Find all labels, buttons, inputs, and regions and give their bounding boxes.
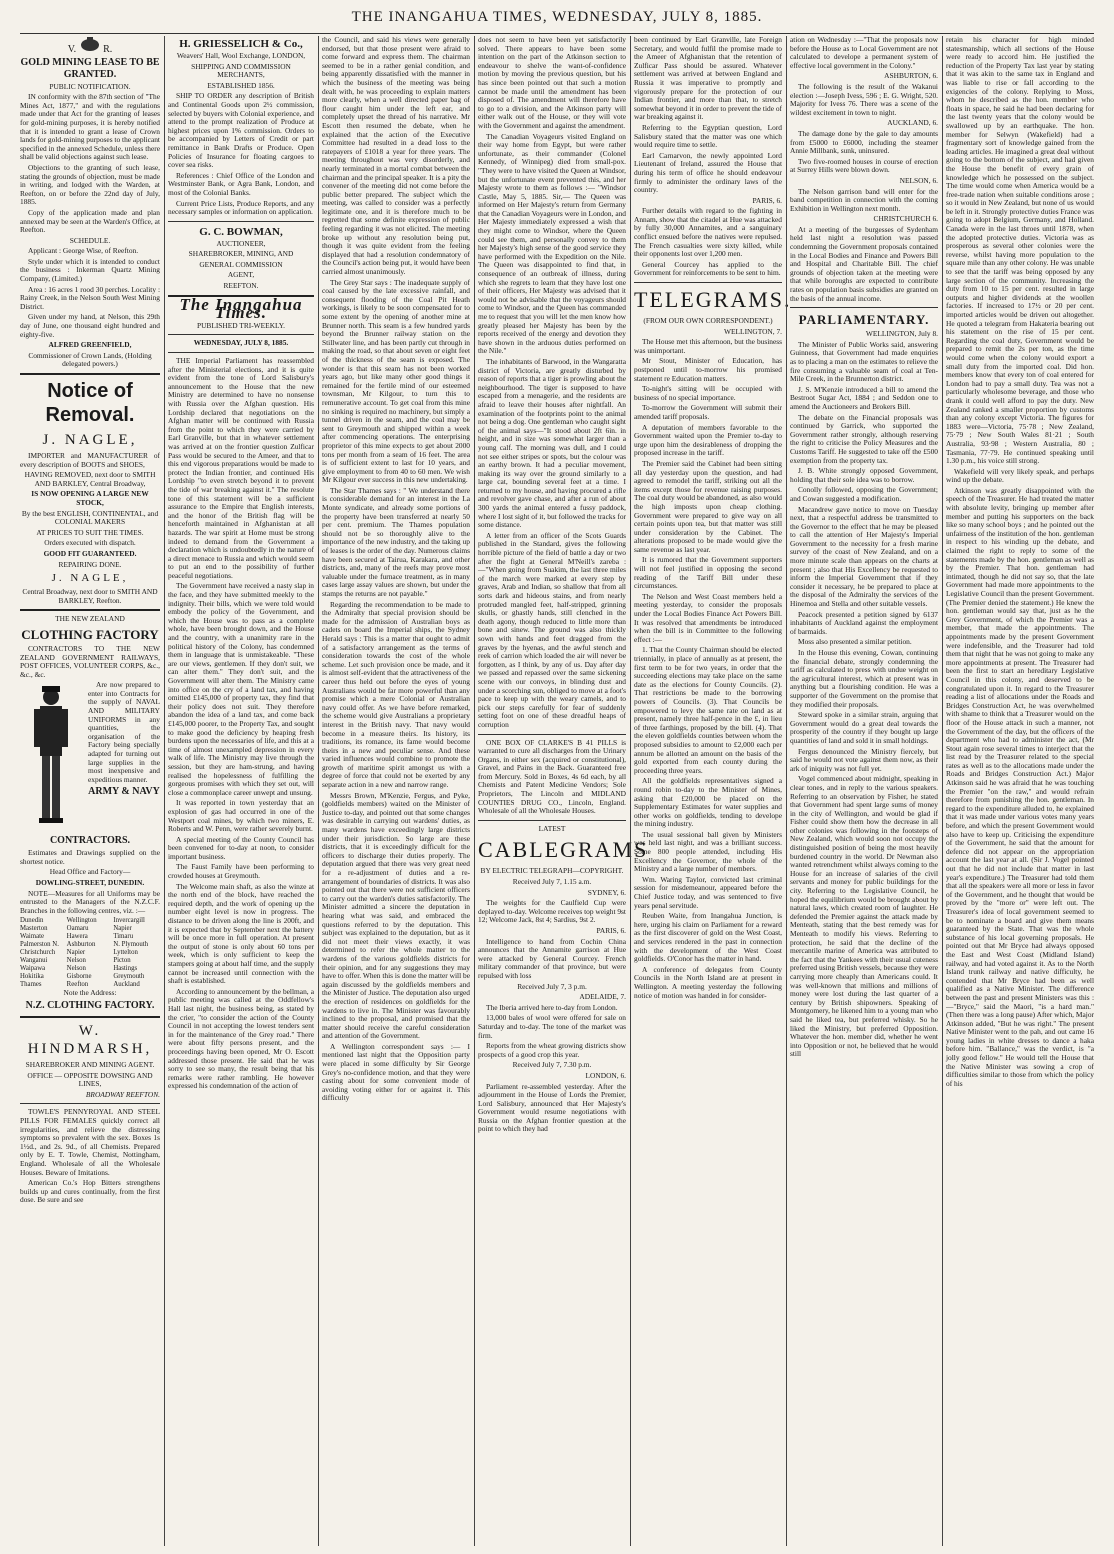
tel-d18: Reuben Waite, from Inangahua Junction, is here, urging his claim on Parliament for a reward as the first discoverer of gold on the West Coast, and services rendered in the past in connection with the development of the West Coast goldfields. O'Conor has the matter in hand. [634, 911, 782, 964]
lease-p3: Copy of the application made and plan annexed may be seen at the Warden's Office, at Reefton. [20, 207, 160, 235]
own-correspondent: (FROM OUR OWN CORRESPONDENT.) [643, 316, 773, 326]
army-navy: ARMY & NAVY CONTRACTORS. [49, 786, 160, 847]
removal-heading: Notice of Removal. [45, 380, 135, 426]
signer: ALFRED GREENFIELD, [48, 340, 132, 350]
town-item: Masterton [20, 925, 48, 933]
article-f6: At a meeting of the burgesses of Sydenham held last night a resolution was passed condemning the Government proposals contained in the Local Bodies and Finance and Powers Bill and Hospital and Charitable Bill. The chief grounds of objection taken at the meeting were that while boroughs are expected to contribute rates on population basis subsidies are granted on the basis of the annual income. [790, 224, 938, 303]
article-g3: Atkinson was greatly disappointed with the speech of the Treasurer. He had treated the matter with absolute levity, bringing up member after member and putting his supporters on the back like so many school boys ; and he pointed out the unfairness of the institution of the hon. gentleman in respect to his winding up the debate, and claimed the right to reply to some of the statements made by the hon. gentleman as well as by the Premier. That hon. gentleman had intimated, though he did not say so, that the late Government had made more appointments to the Legislative Council than the present Government. (The Premier denied the statement.) He knew the hon. gentleman would say that, just as he the Grey Government, of which the Premier was a member, that made the appointments. The appointments made by the present Government were indefensible, and the Treasurer had told them that night that he was not going to make any more appointments at present. The Treasurer had been the first to start an hereditary Legislative Council in this colony, and deserved to be congratulated upon it. In regard to the Treasurer reading a list of allocations under the Roads and Bridges Construction Act, he was overwhelmed with shame to think that a Treasurer would on the floor of the House attack in such a manner, not the Government of the day, but the officers of the department who had to administer the act, (Mr Stout again rose several times to interject that the list read by the Treasurer related to the special rates as well as to the allocations made under the Roads and Bridges Construction Act.) Major Atkinson said he was afraid that he was touching the Premier "on the raw," and would refrain therefore from punishing the hon. gentleman. In regard to the expenditure alluded to, he explained that it was made under various votes many years before, and which the present Government would also have to keep up. Criticising the expenditure of the Government, he said that the amount for defence did not appear on the appropriation account the last year at all. (Sir J. Vogel pointed out that he did not include that matter in last year's expenditure.) The Treasurer had told them that all the speakers were all more or less in favor of the Government, and he thought that would be proved by the "more or" were left out. The Treasurer's idea of local government seemed to be to nominate a board and give them means guaranteed by the State. That was the whole substance of his local governing proposals. He pointed out that Mr Bryce had always opposed the East and West Coast (Midland Island) railway, and had voted against it. As to the North Island trunk railway and native difficulty, he contended that Mr Bryce had been as well qualified as a Native Minister. The difference between the past and present Ministers was this :—"Bryce," said the Maori, "is a hard man." (Then there was a long pause) After which, Major Atkinson added, "But he was right." The present Native Minister went to the pah, and out came 16 young ladies in white dresses to dance a haka before him. "Ballance," was the verdict, is "a jolly good fellow." He would tell the House that the Native Minister was sowing a crop of difficulties similar to those from which the policy of his [946, 485, 1094, 1088]
given: Given under my hand, at Nelson, this 29th day of June, one thousand eight hundred and eighty-five. [20, 312, 160, 339]
published: PUBLISHED TRI-WEEKLY. [196, 320, 286, 330]
clothing-heading: CLOTHING FACTORY [21, 626, 159, 642]
article-b2: The Canadian Voyageurs visited England on their way home from Egypt, but were rather unfortunate, as their commander (Colonel Kennedy, of Winnipeg) died from small-pox. "They were to have visited the Queen at Windsor, but the unfortunate event prevented this, and her Majesty wrote to them as follows :— "Windsor Castle, May 5, 1885. Sir,— The Queen was informed on Her Majesty's return from Germany that the Canadian Voyageurs were in London, and Her Majesty immediately expressed a wish that they might come to Windsor, where the Queen could see them, and personally convey to them her Majesty's high sense of the good service they have performed with the Expedition on the Nile. The Queen was disappointed to find that, in consequence of an outbreak of illness, during which she regrets to learn that they have lost one of their officers, Her Majesty was advised that it would not be advisable that the voyageurs should come to Windsor, and the Queen has commanded me to request that you will let the men know how greatly pleased her Majesty has been by the reports received of the energy and devotion they have shown in the arduous duties performed on the Nile." [478, 131, 626, 356]
editorial-5: The Faust Family have been performing to crowded houses at Greymouth. [168, 862, 314, 881]
sydney: SYDNEY, 6. [587, 887, 626, 897]
received-2: Received July 7, 3 p.m. [517, 981, 587, 991]
ashburton: ASHBURTON, 6. [884, 71, 938, 81]
tel-d6: The House met this afternoon, but the business was unimportant. [634, 337, 782, 355]
cable-c2: Intelligence to hand from Cochin China announces that the Annamite garrison at Hue were attacked by General Courcey. French military commander of that province, but were repulsed with loss [478, 936, 626, 980]
cable-c5: Reports from the wheat growing districts show prospects of a good crop this year. [478, 1041, 626, 1059]
nz-heading: THE NEW ZEALAND [55, 614, 125, 624]
column-rule [318, 36, 319, 1546]
weavers-hall: Weavers' Hall, Wool Exchange, LONDON, [176, 51, 306, 60]
column-rule [942, 36, 943, 1546]
article-f8: J. S. M'Kenzie introduced a bill to amend the Bestroot Sugar Act, 1884 ; and Seddon one to amend the Auctioneers and Brokers Bill. [790, 384, 938, 411]
tel-d7: Mr Stout, Minister of Education, has postponed until to-morrow his promised statement re Education matters. [634, 356, 782, 383]
town-item: Lyttelton [113, 949, 138, 957]
article-f5: The Nelson garrison band will enter for the band competition in connection with the coming Exhibition in Wellington next month. [790, 186, 938, 213]
editorial-7: According to announcement by the bellman, a public meeting was called at the Oddfellow's Hall last night, the business being, as stated by the crier, "to consider the action of the County Council in not accepting the lowest tenders sent in for the maintenance of the Grey road." There were about fifty persons present, and the proceedings having been opened, Mr O. Escott addressed those present. He said that he was sorry to see so many, the result being that his remarks were rather rambling. He however expressed his condemnation of the action of [168, 986, 314, 1091]
town-item: Wanganui [20, 957, 48, 965]
article-f4: Two five-roomed houses in course of erection at Surrey Hills were blown down. [790, 156, 938, 175]
soldier-figure-icon [20, 683, 82, 833]
wellington-8: WELLINGTON, July 8. [865, 329, 938, 339]
town-item: Reefton [66, 981, 89, 989]
lease-p1: IN conformity with the 87th section of "The Mines Act, 1877," and with the regulations made under that Act for the granting of leases for gold-mining purposes, it is hereby notified that it is intended to grant a lease of Crown lands for gold-mining purposes to the applicant specified in the annexed Schedule, unless there shall be valid objections against such lease. [20, 92, 160, 162]
town-list [20, 917, 160, 989]
parliamentary-heading: PARLIAMENTARY. [798, 312, 930, 328]
tel-d17: Wm. Waring Taylor, convicted last criminal session for misdemeanour, appeared before the Chief Justice today, and was sentenced to five years penal servitude. [634, 874, 782, 910]
town-item: Dunedin [20, 917, 44, 925]
editorial-1: THE Imperial Parliament has reassembled after the Ministerial elections, and it is quite evident from the tone of Lord Salisbury's announcement to the House that the new Ministry are determined to have no nonsense with Russia over the Afghan question. His Lordship declared that negotiations on the Afghan matter will be continued with Russia from the point to which they were carried by Earl Granville, but that in whatever settlement was arrived at on the frontier question Zulficar Pass would be secured to the Ameer, and that to this end vigorous preparations would be made to protect the Indian frontier, and continued His Lordship "to even stretch beyond it to prevent the tide of war breaking against it." The resolute tone of this statement will be a sufficient assurance to the Empire that English interests, and the honor of the British flag will be henceforth maintained in Afghanistan at all hazards. The war spirit at Home must be strong indeed to demand from the Government a declaration which is undoubtedly in the nature of a direct menace to Russia and which would seem to put an end to the possibility of further peaceful negotiations. [168, 356, 314, 580]
having-removed: HAVING REMOVED, next door to SMITH AND BARKLEY, Central Broadway, [24, 470, 156, 488]
masthead [0, 0, 1114, 34]
column-rule [786, 36, 787, 1546]
town-item: N. Plymouth [113, 941, 149, 949]
town-item: Nelson [66, 957, 86, 965]
style: Style under which it is intended to conduct the business : Inkerman Quartz Mining Company, (Limited.) [20, 256, 160, 284]
tel-d8: To-night's sitting will be occupied with business of no special importance. [634, 384, 782, 402]
divider [168, 221, 314, 222]
tel-d19: A conference of delegates from County Councils in the North Island are at present in Wellington. A meeting yesterday the following notice of motion was handed in for consider- [634, 964, 782, 1000]
importer: IMPORTER and MANUFACTURER of every description of BOOTS and SHOES, [20, 451, 160, 469]
town-item: Timaru [113, 933, 134, 941]
branches-note: NOTE—Measures for all Uniforms may be entrusted to the Managers of the N.Z.C.F. Branches in the following centres, viz. :— [20, 888, 160, 915]
column-1 [20, 36, 160, 1546]
article-f15: In the House this evening, Cowan, continuing the financial debate, strongly condemning the tariff as calculated to press with undue weight on the agricultural interest, which at present was in anything but a flourishing condition. He was a supporter of the Government on the promise that they modified their proposals. [790, 648, 938, 709]
ship-to-order: SHIP TO ORDER any description of British and Continental Goods upon 2½ commission, selected by buyers with Colonial experience, and attend to the prompt realization of Produce at highest prices upon 1% commission. Orders to be accompanied by Letters of Credit or part remittance in Bank Drafts or Produce. Open Policies of Insurance for floating cargoes to cover sea risks. [168, 91, 314, 170]
royal-crest [20, 36, 160, 55]
wellington-7: WELLINGTON, 7. [724, 326, 782, 336]
tel-d11: The Premier said the Cabinet had been sitting all day yesterday upon the question, and had agreed to remodel the tariff, striking out all the items except those for revenue raising purposes. The coal duty would be abandoned, as also would the high imposts upon cheap clothing. Government were prepared to give way on all certain points upon tea, but that matter was still under consideration by the Cabinet. The alterations proposed to be made would give the same revenue as last year. [634, 458, 782, 554]
auckland: AUCKLAND, 6. [887, 118, 938, 128]
received-1: Received July 7, 1.15 a.m. [512, 877, 592, 887]
town-item: Wellington [66, 917, 97, 925]
clarke-pills-ad: ONE BOX OF CLARKE'S B 41 PILLS is warranted to cure all discharges from the Urinary Organs, in either sex (acquired or constitutional), Gravel, and Pains in the Back. Guaranteed free from Mercury. Sold in Boxes, 4s 6d each, by all Chemists and Patent Medicine Vendors; Sole Proprietors, The Lincoln and MIDLAND COUNTIES DRUG CO., Lincoln, England. Wholesale of all the Wholesale Houses. [478, 737, 626, 816]
divider [20, 1016, 160, 1018]
article-b3: The inhabitants of Barwood, in the Wangaratta district of Victoria, are greatly disturbed by reason of reports that a tiger is prowling about the neighbourhood. The tiger is supposed to have escaped from a menagerie, and the residents are afraid to leave their houses after nightfall. An examination of the footprints point to the animal not being a dog. One gentleman who caught sight of the animal says—"It stood about 2ft 6in. in height, and in size was somewhat larger than a young calf. The morning was dull, and I could not see either stripes or spots, but the colour was an earthy brown. It had a peculiar movement, making its way over the ground similarly to a large cat, bounding several feet at a time. I returned to my house, and having procured a rifle and revolver gave chase, and after a run of about 300 yards the animal entered a fussy paddock, where I lost sight of it, but followed the tracks for some distance. [478, 356, 626, 530]
article-a3: The Star Thames says : " We understand there is considerable demand for an interest in the La Monte syndicate, and already some portions of the property have been transferred at nearly 50 per cent. premium. The Thames population should not be so thoroughly alive to the importance of the new industry, and the taking up of leases is the order of the day. Numerous claims have been secured at Tairua, Karakara, and other districts, and, many of the reefs may prove most valuable under the furnace treatment, as in many cases large assay values are shown, but under the stamps the returns are not payable." [322, 485, 470, 598]
crest-left: V. [67, 44, 77, 55]
contractors: CONTRACTORS TO THE NEW ZEALAND GOVERNMENT RAILWAYS, POST OFFICES, VOLUNTEER CORPS, &c., &c., &c. [20, 643, 160, 679]
telegrams-heading: TELEGRAMS. [634, 287, 792, 313]
article-d5: General Courcey has applied to the Government for reinforcements to be sent to him. [634, 259, 782, 278]
lease-title: GOLD MINING LEASE TO BE GRANTED. [20, 56, 160, 80]
nagle-address: Central Broadway, next door to SMITH AND BARKLEY, Reefton. [22, 587, 158, 605]
hindmarsh-name: W. HINDMARSH, [27, 1023, 153, 1058]
column-2 [168, 36, 314, 1546]
article-f9: The debate on the Financial proposals was continued by Garrick, who supported the Government rather strongly, although reserving the right to criticise the Policy Measures and the Customs Tariff. He suggested to take off the £500 exemption from the property tax. [790, 412, 938, 465]
article-f14: Moss also presented a similar petition. [798, 637, 912, 647]
article-g2: Wakefield will very likely speak, and perhaps wind up the debate. [946, 466, 1094, 485]
griesselich-name: H. GRIESSELICH & Co., [179, 38, 303, 50]
divider [168, 352, 314, 353]
applicant: Applicant : George Wise, of Reefton. [28, 246, 139, 256]
divider [634, 282, 782, 283]
divider [790, 307, 938, 308]
towle-ad: TOWLE'S PENNYROYAL AND STEEL PILLS FOR FEMALES quickly correct all irregularities, and relieve the distressing symptoms so prevalent with the sex. Boxes 1s 1½d., and 2s. 9d., of all Chemists. Prepared only by E. T. Towle, Chemist, Nottingham, England. Wholesale of all the Wholesale Houses. Beware of Imitations. [20, 1107, 160, 1177]
town-item: Thames [20, 981, 42, 989]
references: References : Chief Office of the London and Westminster Bank, or Agra Bank, London, and most of the Colonial Banks. [168, 170, 314, 197]
cable-c1: The weights for the Caulfield Cup were deplayed to-day. Welcome receives top weight 9st 12; Welcome Jack, 8st 4; Sardius, 9st 2. [478, 898, 626, 925]
column-5 [634, 35, 792, 1546]
bowman-reefton: REEFTON. [223, 281, 259, 291]
article-f16: Steward spoke in a similar strain, arguing that Government would do a great deal towards the prosperity of the country if they bought up large quantities of land and sold it in small holdings. [790, 710, 938, 745]
column-4 [478, 35, 649, 1546]
town-item: Hawera [66, 933, 88, 941]
public-notification: PUBLIC NOTIFICATION. [49, 81, 131, 91]
divider [20, 373, 160, 375]
paris-2: PARIS, 6. [752, 195, 782, 205]
hop-bitters-ad: American Co.'s Hop Bitters strengthens builds up and cures continually, from the first dose. Be sure and see [20, 1178, 160, 1205]
town-item: Nelson [66, 965, 86, 973]
masthead-rule [20, 33, 1094, 34]
nagle-name-2: J. NAGLE, [51, 572, 129, 585]
article-f18: Vogel commenced about midnight, speaking in clear tones, and in reply to the various speakers. Referring to an observation by Fisher, he stated that Government had spent large sums of money in the city of Wellington, and would be glad if Fisher could show them how the decrease in all other colonies was following in the footsteps of New Zealand, which would soon not occupy the distinguished position of being the most heavily burdened country in the world. Dr Newman also wanted retrenchment whilst always coming to the House for an increase of salaries of the civil servants and money for public buildings for the city. Referring to the Legislative Council, he hoped the equilibrium would be brought about by natural laws, which created room of laughter. He defended the Premier against the attack made by Menteath, stating that the best remedy was for Menteath to modify his views. Referring to protection, he said that the decline of the mercantile marine of America was attributed to the fact that the Yankees with their usual cuteness preferred using British vessels, because they were carrying more cheaply than Americans could. It was well-known that millions and millions of money were lost during the last quarter of a century by British shipowners. Speaking of Montgomery, he likened him to a young man who said he liked tea, but preferred whisky. So he liked the Ministry, but preferred Opposition. Whatever the hon. member did, whether he went into Opposition or not, he believed that he would still [790, 774, 938, 1059]
tel-d13: The Nelson and West Coast members held a meeting yesterday, to consider the proposals under the Local Bodies Finance Act Powers Bill. It was resolved that amendments be introduced when the bill is in Committee to the following effect :— [634, 591, 782, 644]
town-item: Hastings [113, 965, 138, 973]
town-item: Hokitika [20, 973, 44, 981]
bowman-name: G. C. BOWMAN, [199, 225, 283, 238]
town-item: Waipawa [20, 965, 46, 973]
sharebroker-agent: SHAREBROKER AND MINING AGENT. [25, 1060, 155, 1070]
article-f13: Peacock presented a petition signed by 6137 inhabitants of Auckland against the employment of barmaids. [790, 609, 938, 636]
article-a2: The Grey Star says : The inadequate supply of coal caused by the late excessive rainfall, and consequent flooding of the Coal Pit Heath workings, is likely to be soon compensated for to some extent by the opening of another mine at Brunner north. This seam is a few hundred yards beyond the Brunner railway station on the Stillwater line, and has been partly cut through in making the road, so that about seven or eight feet of the thickness of the seam is exposed. The wonder is that this seam has not been worked years ago, but like many other good things it remained for the fertile mind of our esteemed townsman, Mr Kilgour, to turn this to remunerative account. To get coal from this mine no sinking is required no machinery, but simply a tunnel driven in the seam, and the coal may be sent to Greymouth and shipped within a week after commencing operations. The enterprising proprietor of this mine expects to get about 2000 tons per month from a seam of 16 feet. The area is of sufficient extent to last for 10 years, and give employment to from 40 to 60 men. We wish Mr Kilgour ever success in this new undertaking. [322, 277, 470, 485]
received-3: Received July 7, 7.30 p.m. [512, 1060, 592, 1070]
head-office: Head Office and Factory— [49, 867, 131, 877]
bowman-general: GENERAL COMMISSION [199, 259, 283, 269]
town-item: Waimate [20, 933, 44, 941]
crest-icon [79, 36, 101, 52]
town-item: Oamaru [66, 925, 89, 933]
broadway: BROADWAY REEFTON. [85, 1089, 160, 1099]
town-item: Ashburton [66, 941, 96, 949]
town-item: Napier [66, 949, 86, 957]
nelson: NELSON, 6. [899, 175, 938, 185]
town-item: Christchurch [20, 949, 56, 957]
cable-c6: Parliament re-assembled yesterday. After the adjournment in the House of Lords the Premier, Lord Salisbury, announced that Her Majesty's Government would resume negotiations with Russia on the Afghan frontier question at the point to which they had [478, 1081, 626, 1134]
column-7 [946, 36, 1094, 1546]
area: Area : 16 acres 1 rood 30 perches. Locality : Rainy Creek, in the Nelson South West Mining District. [20, 284, 160, 311]
cable-c3: The Iberia arrived here to-day from London. [486, 1002, 618, 1012]
article-b1: does not seem to have been yet satisfactorily solved. There appears to have been some intention on the part of the Atkinson section to endeavour to shelve the want-of-confidence motion by moving the previous question, but his has since been pointed out that such a motion cannot be made until the amendment has been disposed of. The amendment will therefore have to go to a division, and the Atkinson party will either walk out of the House, or they will vote with the Government and against the amendment. [478, 35, 626, 130]
article-f17: Fergus denounced the Ministry fiercely, but said he would not vote against them now, as their ark of iniquity was not full yet. [790, 746, 938, 773]
masthead-title: THE INANGAHUA TIMES, WEDNESDAY, JULY 8, 1885. [351, 9, 763, 25]
adelaide: ADELAIDE, 7. [579, 992, 626, 1002]
article-d2: Referring to the Egyptian question, Lord Salisbury stated that the matter was one which would require time to settle. [634, 122, 782, 150]
tel-d12: It is rumored that the Government supporters will not feel justified in opposing the second reading of the Tariff Bill under these circumstances. [634, 555, 782, 591]
fit: GOOD FIT GUARANTEED. [43, 548, 137, 558]
cable-c4: 13,000 bales of wool were offered for sale on Saturday and to-day. The tone of the market was firm. [478, 1013, 626, 1040]
article-a1: the Council, and said his views were generally endorsed, but that those present were afraid to come forward and express them. The chairman seemed to be in a rather genial condition, and being apparently dissatisfied with the manner in which the business of the meeting was being dealt with, he was proceeding to explain matters more clearly, when a well directed paper bag of flour caught him under the left ear, and completely upset the thread of his narrative. Mr Escott then resumed the debate, when he explained that the action of the Executive Committee had resulted in a dead loss to the ratepayers of £1018 a year for three years. The meeting throughout was very disorderly, and nearly terminated in a mortal combat between the chairman and the principal speaker. It is a pity the convener of the meeting did not come before the public better prepared. The subject which the meeting, was called to consider was a perfectly legitimate one, and it is therefore much to be regretted that some definite expression of public feeling regarding it was not elicited. The meeting broke up without any resolution being put, though it was quite evident from the feeling displayed that had a resolution condemnatory of the Council's action being put, it would have been carried almost unanimously. [322, 35, 470, 277]
london: LONDON, 6. [585, 1070, 626, 1080]
current-price: Current Price Lists, Produce Reports, and any necessary samples or information on application. [168, 198, 314, 217]
town-item: Gisborne [66, 973, 92, 981]
editorial-4: A special meeting of the County Council has been convened for to-day at noon, to consider important business. [168, 834, 314, 861]
article-f10: J. B. White strongly opposed Government, holding that their sole idea was to borrow. [790, 466, 938, 484]
prepared: Are now prepared to enter into Contracts for the supply of NAVAL AND MILITARY UNIFORMS in any quantities, the organisation of the Factory being specially adapted for turning out large supplies in the most inexpensive and expeditious manner. [88, 680, 160, 784]
nzcf-heading: N.Z. CLOTHING FACTORY. [25, 1000, 155, 1012]
repairing: REPAIRING DONE. [58, 559, 122, 569]
article-d3: Earl Carnarvon, the newly appointed Lord Lieutenant of Ireland, assured the House that during his term of office he should endeavour firmly to administer the ordinary laws of the country. [634, 150, 782, 195]
estimates: Estimates and Drawings supplied on the shortest notice. [20, 848, 160, 866]
tel-d16: The usual sessional ball given by Ministers was held last night, and was a brilliant success. Some 800 people attended, including His Excellency the Governor, the whole of the Ministry and a large number of members. [634, 829, 782, 874]
divider [20, 1103, 160, 1104]
divider [168, 334, 314, 335]
paper-title: The Inangahua Times. [179, 294, 303, 323]
editorial-6: The Welcome main shaft, as also the winze at the north end of the block, have reached the required depth, and the work of opening up the number eight level is now in progress. The distance to be driven along the line is 200ft, and it is expected that by September next the battery will be once more in full operation. At present the output of stone is only about 60 tons per week, which is only sufficient to keep the stampers going at about half time, and the supply cannot be increased until connection with the shaft is established. [168, 881, 314, 986]
dowling: DOWLING-STREET, DUNEDIN. [35, 878, 145, 888]
editorial-3: It was reported in town yesterday that an explosion of gas had occurred in one of the Westport coal mines, by which two miners, E. Roberts and W. Penn, were rather severely burnt. [168, 798, 314, 834]
dateline: WEDNESDAY, JULY 8, 1885. [193, 338, 289, 348]
article-f7: The Minister of Public Works said, answering Guinness, that Government had made enquiries as to placing a man on the estimates to relieve the fire consuming a valuable seam of coal at Ten-Mile Creek, in the Brunnerton district. [790, 339, 938, 384]
town-item: Picton [113, 957, 131, 965]
latest-label: LATEST [538, 823, 566, 833]
article-f3: The damage done by the gale to day amounts from £5000 to £6000, including the steamer Annie Millbank, sunk, uninsured. [790, 128, 938, 156]
town-item: Invercargill [113, 917, 145, 925]
note-address: Note the Address: [63, 988, 117, 998]
article-a5: Messrs Brown, M'Kenzie, Fergus, and Pyke, (goldfields members) waited on the Minister of Justice to-day, and pointed out that some changes was desirable in carrying out wardens' duties, as many wardens have exceedingly large districts under their jurisdiction. So large are these districts, that it is exceedingly difficult for the officers to discharge their duties properly. The deputation argued that there was very great need for a re-adjustment of duties and a re-arrangement of boundaries of districts. It was also pointed out that there were not sufficient officers to carry out the warden's duties satisfactorily. The Minister admitted a sincere the deputation in hearing what was said, and embraced the questions referred to by the deputation. This subject was explained to the deputation, but as it did not meet their views exactly, it was determined to refer the whole matter to the wardens of the various goldfields districts for their opinion, and for any suggestions they may have to offer. When this is done the matter will be again discussed by the goldfields members and the Minister of Justice. The deputation also urged the erection of residences on goldfields for the wardens to live in. The Minister was favourably inclined to the proposal, and promised that the matter should receive the careful consideration and attention of the Government. [322, 790, 470, 1041]
cablegrams-heading: CABLEGRAMS [478, 837, 649, 863]
lease-p2: Objections to the granting of such lease, stating the grounds of objection, must be made in writing, and lodged with the Warden, at Reefton, on or before the 22nd day of July, 1885. [20, 162, 160, 207]
town-item: Auckland [113, 981, 140, 989]
column-rule [474, 36, 475, 1546]
bowman-agent: AGENT, [227, 270, 255, 280]
by-electric: BY ELECTRIC TELEGRAPH—COPYRIGHT. [480, 866, 624, 876]
tel-d9: To-morrow the Government will submit their amended tariff proposals. [634, 403, 782, 421]
bowman-auctioneer: AUCTIONEER, [216, 238, 266, 248]
tel-d10: A deputation of members favorable to the Government waited upon the Premier to-day to urge upon him the desirableness of dropping the proposed increase in the tariff. [634, 422, 782, 458]
column-rule [630, 36, 631, 1546]
signer-title: Commissioner of Crown Lands, (Holding delegated powers.) [28, 350, 152, 369]
paris: PARIS, 6. [596, 926, 626, 935]
article-f2: The following is the result of the Wakanui election :—Joseph Ivess, 596 ; E. G. Wright, 520. Majority for Ivess 76. There was a scene of the wildest excitement in town to night. [790, 81, 938, 117]
tel-d15: All the goldfields representatives signed a round robin to-day to the Minister of Mines, asking that £20,000 be placed on the Supplementary Estimates for water supplies and other works on goldfields, tending to develope the mining industry. [634, 776, 782, 829]
column-6 [790, 36, 938, 1546]
town-item: Greymouth [113, 973, 145, 981]
article-d4: Further details with regard to the fighting in Annam, show that the citadel at Hue was attacked by fully 30,000 Annamites, and a sanguinary conflict ensued before the natives were repulsed. The French casualties were sixty killed, while their opponents lost over 1,200 men. [634, 206, 782, 259]
uniform-ad [20, 681, 160, 784]
tel-d14: 1. That the County Chairman should be elected triennially, in place of annually as at present, the first term to be for two years, in order that the succeeding elections may take place on the same date as the elections for County Councils. (2). That restrictions be made to the borrowing powers of Councils. (3). That Councils be empowered to levy the same rate on land as at present, namely three half-pence in the £, in lieu of three farthings, proposed by the bill. (4). That the eleven goldfields counties between whom the proposed subsidies to amount to £2,000 each per annum be allotted an amount on the basis of the gold exported from each county during the proceeding three years. [634, 645, 782, 775]
latest-makers: By the best ENGLISH, CONTINENTAL, and COLONIAL MAKERS [21, 508, 159, 527]
town-item: Palmerston N. [20, 941, 59, 949]
established: ESTABLISHED 1856. [207, 80, 275, 90]
article-f11: Conolly followed, opposing the Government; and Cowan suggested a modification. [790, 485, 938, 503]
bowman-sharebroker: SHAREBROKER, MINING, AND [188, 249, 294, 259]
article-a4: Regarding the recommendation to be made to the Admiralty that special provision should be made for the admission of Australian boys as cadets on board the Imperial ships, the Sydney Herald says : This is a matter that ought to admit of a satisfactory arrangement as the terms of consideration towards the cost of the whole scheme. Let such provision once be made, and it is almost self-evident that the attractiveness of the career thus held out before the eyes of young Australians would be far more powerful than any promise which a mere Colonial or Australian navy could offer. As we have before remarked, the scheme would give Australians a proprietary interest in the British navy. That navy would become in a measure theirs. Its history, its traditions, its romance, its fame would become theirs in a new and peculiar sense. And these varied influences would combine to promote the growth of maritime spirit amongst us with a degree of force that could not be exerted by any separate action in a new and narrow range. [322, 599, 470, 790]
article-g1: retain his character for high minded statesmanship, which all sections of the House were ready to accord him. He justified the reduction of the Property Tax last year by stating that it was akin to the same tax in England and was liable to rise or fall according to the exigencies of the colony. Replying to Moss, whom he described as the hon. member who floats in space, he said he had been declaring for the last twenty years that the colony would be swallowed up by an earthquake. The hon. member for Selwyn (Wakefield) had a fragmentary sort of knowledge gained from the leading articles. He imagined a great deal without going to the bottom of the subject, and had given the House the benefit of every grain of knowledge which he possessed on the subject. The time would come when America would be a free-trade nation when suitable conditions arose ; so it would in New Zealand, but none of us would be left in it. Strongly protective duties France was going to adopt Belgium, Germany, and Holland. Canada were in the last throes until 1878, when the adopted protective duties. Victoria was as prosperous as several other colonies were the reverse, whilst having more population to the square mile than any other colony. He was unable to see that the tariff was being opposed by any large section of the community. Increasing the duty from 10 to 15 per cent. resulted in large outputs and higher dividends at the woollen factories. If increased to 17½ or 20 per cent. imported articles would be driven out altogether. He quoted a telegram from Hakateria bearing out his statement on the rise of 15 per cent. Regarding the coal duty, Government would be prepared to remit the 2s per ton, as the time would come when the colony would export a small duty from the imported coal. Did hon. members know that every ton of coal entered for London had to pay a small duty. Tea was not a particularly wholesome beverage, and those who drank it could well afford to pay the duty. New Zealand ranked a smaller proportion by customs than any colony except Victoria. The figures for 1883 were—Victoria, 75·78 ; New Zealand, 75·79 ; New South Wales 81·21 ; South Australia, 93·98 ; Western Australia, 80 ; Tasmania, 77·79. He continued speaking until 1.30 p.m., his voice still strong. [946, 35, 1094, 466]
article-f1: ation on Wednesday :—"That the proposals now before the House as to Local Government are not calculated to develope a permanent system of effective local government in the Colony." [790, 35, 938, 70]
column-3 [322, 36, 470, 1546]
crest-right: R. [103, 44, 113, 55]
column-rule [164, 36, 165, 1546]
divider [20, 609, 160, 611]
orders: Orders executed with dispatch. [44, 538, 136, 548]
prices: AT PRICES TO SUIT THE TIMES. [36, 527, 144, 537]
opening: IS NOW OPENING A LARGE NEW STOCK, [31, 489, 149, 507]
article-d1: been continued by Earl Granville, late Foreign Secretary, and would fulfil the promise made to the Ameer of Afghanistan that the retention of Zulficar Pass should be assured. Whatever settlement was arrived at between England and Russia it was imperative to promptly and vigorously prepare for the protection of our Indian frontier, and more than that, to stretch somewhat beyond it in order to prevent the tide of war breaking against it. [634, 35, 782, 122]
christchurch: CHRISTCHURCH 6. [873, 214, 938, 224]
divider [478, 820, 626, 821]
divider [478, 734, 626, 735]
article-b4: A letter from an officer of the Scots Guards published in the Standard, gives the following horrible picture of the field of battle a day or two after the fight at General M'Neill's zareba :—"When going from Suakim, the last three miles of the march were marked at every step by graves, Arab and Indian, so shallow that from all sorts dark and hideous stains, and from nearly protruded mangled feet, half-stripped, grinning skulls, or ghastly hands, still clenched in the death agony, though reduced to little more than bone and sinew. The ground was also thickly sown with hands and feet dragged from the graves by the hyenas, and the awful stench and reek of carrion which loaded the air will never be forgotten, as I think, by any of us. Day after day we passed and repassed over the same sickening scene with our convoys, in blinding dust and under a scorching sun, obliged to move at a foot's pace to keep up with the weary camels, and to pick our steps carefully for fear of suddenly setting foot on one of these dreadful heaps of corruption [478, 530, 626, 729]
article-a6: A Wellington correspondent says :— I mentioned last night that the Opposition party were placed in some difficulty by Sir George Grey's no-confidence motion, and that they were casting about for some convenient mode of avoiding voting either for or against it. This difficulty [322, 1041, 470, 1103]
shipping: SHIPPING AND COMMISSION MERCHANTS, [191, 61, 291, 80]
editorial-2: The Government have received a nasty slap in the face, and they have submitted meekly to the indignity. Their bills, which we were told would embody the policy of the Government, and which the House was to pass as a complete whole, have been brought down, and the House and the country, with a unanimity rare in the political history of the Colony, has condemned them in language that is unmistakeable. "These are our views, gentlemen. If they don't suit, we can alter them." They don't suit, and the Government will alter them. The Ministry came into office on the cry of a land tax, and having omitted £145,000 of property tax, they find that their policy does not suit. They therefore abandon the idea of a land tax, and come back £145,000 poorer, to the Property Tax, and sought to make good the deficiency by heaping fresh burdens upon the necessaries of life, and this at a time of almost unexampled depression in every walk of life. The Ministry may live through the session, but they are ham-strung, and having realised the hopelessness of fulfilling the gorgeous promises with which they set out, will close a commonplace career unwept and unsung. [168, 581, 314, 797]
article-f12: Macandrew gave notice to move on Tuesday next, that a respectful address be transmitted to the Governor to the effect that he may be pleased to call the attention of Her Majesty's Imperial Government to the necessity for a fresh marine survey of the coast of New Zealand, and on a more minute scale than appears on the charts at present ; also that His Excellency be requested to inform the Imperial Government that if they consider it necessary, he be prepared to place at the disposal of the Admiralty the services of the Hinemoa and Stella and other suitable vessels. [790, 504, 938, 609]
office-address: OFFICE — OPPOSITE DOWSING AND LINES, [27, 1070, 153, 1089]
town-item: Napier [113, 925, 132, 933]
schedule-heading: SCHEDULE. [69, 235, 111, 245]
nagle-name: J. NAGLE, [42, 432, 138, 448]
